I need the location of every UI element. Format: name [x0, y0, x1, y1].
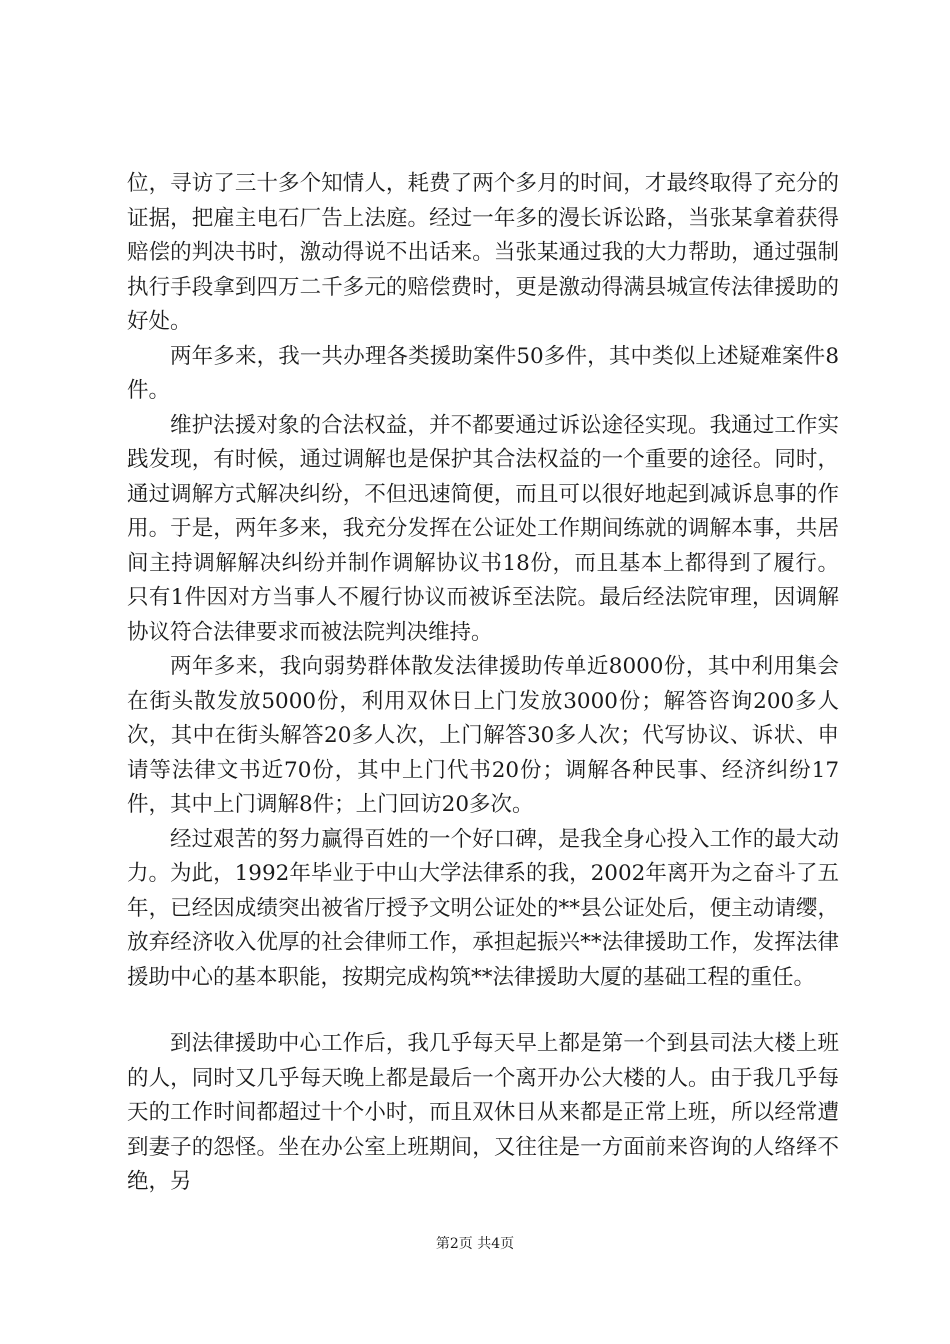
paragraph-6: 到法律援助中心工作后，我几乎每天早上都是第一个到县司法大楼上班的人，同时又几乎每天晚上都是最后一个离开办公大楼的人。由于我几乎每天的工作时间都超过十个小时，而且双休日从来都是正常上班，所以经常遭到妻子的怨怪。坐在办公室上班期间，又往往是一方面前来咨询的人络绎不绝，另	[127, 1031, 839, 1194]
paragraph-3: 维护法援对象的合法权益，并不都要通过诉讼途径实现。我通过工作实践发现，有时候，通过调解也是保护其合法权益的一个重要的途径。同时，通过调解方式解决纠纷，不但迅速简便，而且可以很好地起到减诉息事的作用。于是，两年多来，我充分发挥在公证处工作期间练就的调解本事，共居间主持调解解决纠纷并制作调解协议书18份，而且基本上都得到了履行。只有1件因对方当事人不履行协议而被诉至法院。最后经法院审理，因调解协议符合法律要求而被法院判决维持。	[127, 412, 839, 645]
paragraph-2: 两年多来，我一共办理各类援助案件50多件，其中类似上述疑难案件8件。	[127, 343, 839, 403]
page-footer: 第2页 共4页	[435, 1236, 515, 1252]
document-body	[127, 167, 839, 1200]
paragraph-1: 位，寻访了三十多个知情人，耗费了两个多月的时间，才最终取得了充分的证据，把雇主电石厂告上法庭。经过一年多的漫长诉讼路，当张某拿着获得赔偿的判决书时，激动得说不出话来。当张某通过我的大力帮助，通过强制执行手段拿到四万二千多元的赔偿费时，更是激动得满县城宣传法律援助的好处。	[127, 171, 839, 334]
paragraph-5: 经过艰苦的努力赢得百姓的一个好口碑，是我全身心投入工作的最大动力。为此，1992年毕业于中山大学法律系的我，2002年离开为之奋斗了五年，已经因成绩突出被省厅授予文明公证处的**县公证处后，便主动请缨，放弃经济收入优厚的社会律师工作，承担起振兴**法律援助工作，发挥法律援助中心的基本职能，按期完成构筑**法律援助大厦的基础工程的重任。	[127, 826, 839, 990]
paragraph-gap	[127, 995, 839, 1027]
paragraph-4: 两年多来，我向弱势群体散发法律援助传单近8000份，其中利用集会在街头散发放5000份，利用双休日上门发放3000份；解答咨询200多人次，其中在街头解答20多人次，上门解答30多人次；代写协议、诉状、申请等法律文书近70份，其中上门代书20份；调解各种民事、经济纠纷17件，其中上门调解8件；上门回访20多次。	[127, 654, 839, 817]
